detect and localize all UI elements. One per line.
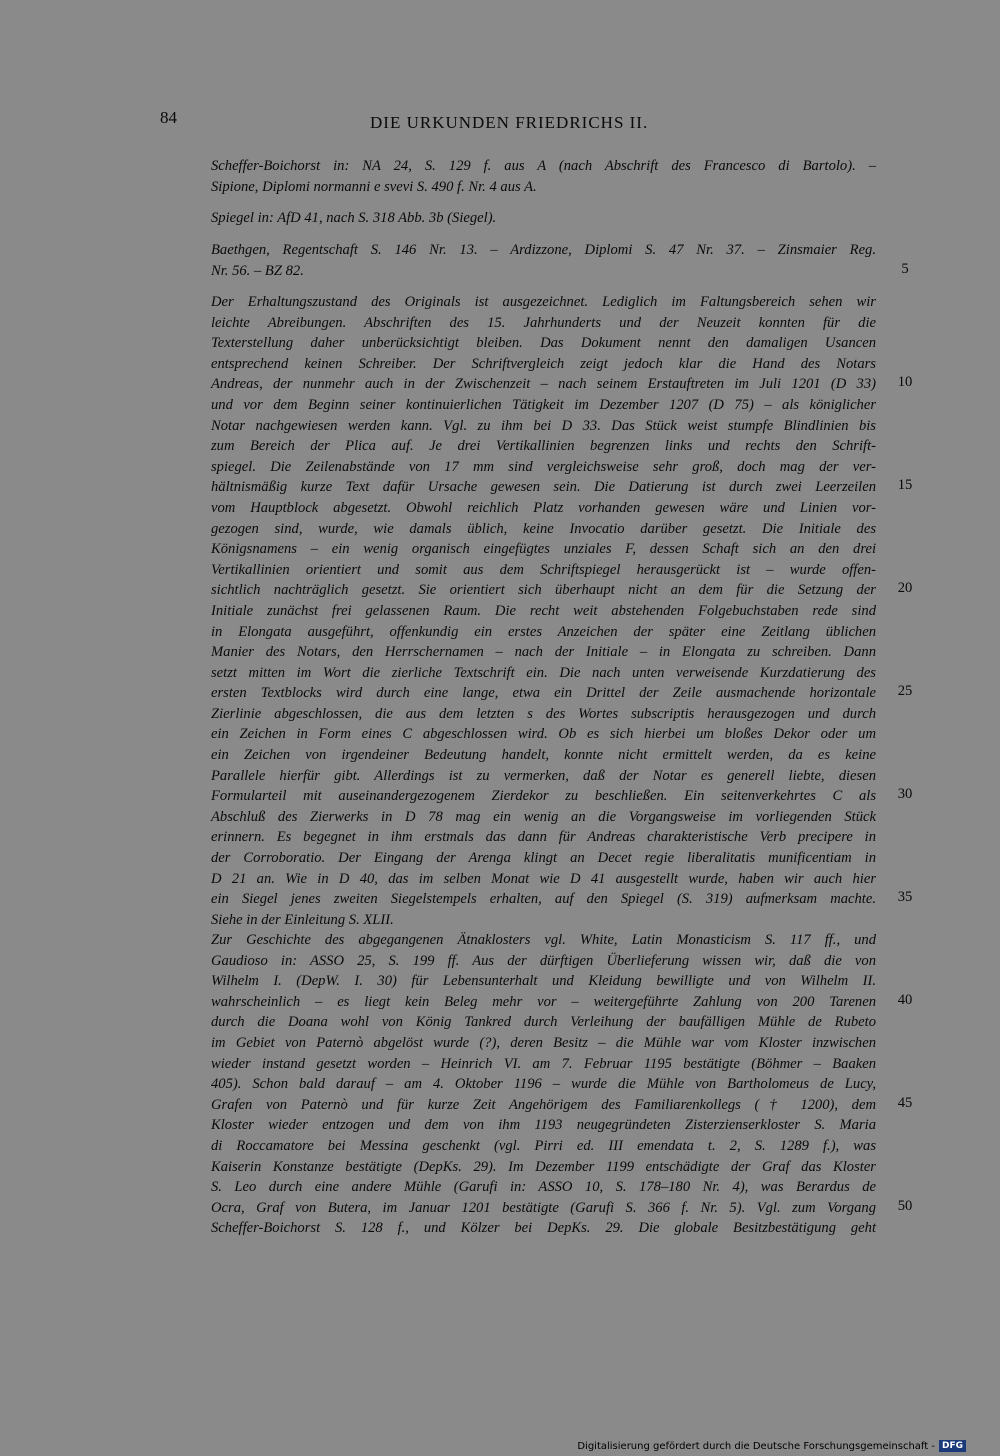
text-line: Notar nachgewiesen werden kann. Vgl. zu ihm bei D 33. Das Stück weist stumpfe Blindlinien bis <box>211 417 876 434</box>
text-line: Spiegel in: AfD 41, nach S. 318 Abb. 3b (Siegel). <box>211 210 497 226</box>
line-number: 15 <box>897 477 913 493</box>
text-line: Scheffer-Boichorst in: NA 24, S. 129 f. aus A (nach Abschrift des Francesco di Bartolo). – <box>211 158 876 174</box>
text-line: gezogen sind, wurde, wie damals üblich, keine Invocatio darüber gesetzt. Die Initiale des <box>211 520 876 537</box>
text-line: D 21 an. Wie in D 40, das im selben Monat wie D 41 ausgestellt wurde, haben wir auch hier <box>211 870 876 887</box>
text-line: Manier des Notars, den Herrschernamen – nach der Initiale – in Elongata zu schreiben. Dann <box>211 644 876 661</box>
bibliography-facsimile <box>211 208 876 229</box>
text-line: Kaiserin Konstanze bestätigte (DepKs. 29). Im Dezember 1199 entschädigte der Graf das Kloster <box>211 1158 876 1175</box>
text-line: Der Erhaltungszustand des Originals ist ausgezeichnet. Lediglich im Faltungsbereich sehen wir <box>211 294 876 310</box>
text-line: Sipione, Diplomi normanni e svevi S. 490 f. Nr. 4 aus A. <box>211 178 537 195</box>
text-line: in Elongata ausgeführt, offenkundig ein erstes Anzeichen der später eine Zeitlang üblichen <box>211 623 876 640</box>
line-number: 20 <box>897 580 913 596</box>
text-line: Wilhelm I. (DepW. I. 30) für Lebensunterhalt und Kleidung bewilligte und von Wilhelm II. <box>211 973 876 990</box>
running-head: DIE URKUNDEN FRIEDRICHS II. <box>370 113 649 132</box>
bibliography-editions <box>211 156 876 197</box>
text-line: entsprechend keinen Schreiber. Der Schriftvergleich zeigt jedoch klar die Hand des Notars <box>211 355 876 372</box>
text-line: vom Hauptblock abgesetzt. Obwohl reichlich Platz vorhanden gewesen wäre und Linien vor- <box>211 499 876 516</box>
line-number: 35 <box>897 889 913 905</box>
text-line: wahrscheinlich – es liegt kein Beleg mehr vor – weitergeführte Zahlung von 200 Tarenen <box>211 993 876 1010</box>
text-line: leichte Abreibungen. Abschriften des 15. Jahrhunderts und der Neuzeit konnten für die <box>211 314 876 331</box>
commentary-paragraph-1 <box>211 292 876 930</box>
text-line: Formularteil mit auseinandergezogenem Zierdekor zu beschließen. Ein seitenverkehrtes C als <box>211 788 876 805</box>
text-line: setzt mitten im Wort die zierliche Textschrift ein. Die nach unten verweisende Kurzdatierung des <box>211 664 876 681</box>
bibliography-regesta <box>211 240 876 281</box>
line-number: 30 <box>897 786 913 802</box>
text-line: zum Bereich der Plica auf. Je drei Vertikallinien begrenzen links und rechts den Schrift- <box>211 438 876 455</box>
text-line: erinnern. Es begegnet in ihm erstmals das dann für Andreas charakteristische Verb precipere in <box>211 829 876 846</box>
text-line: ein Zeichen in Form eines C abgeschlossen wird. Ob es sich hierbei um bloßes Dekor oder um <box>211 726 876 743</box>
line-number: 10 <box>897 374 913 390</box>
line-number: 50 <box>897 1198 913 1214</box>
footer-credit <box>577 1440 966 1452</box>
line-number: 25 <box>897 683 913 699</box>
line-number: 45 <box>897 1095 913 1111</box>
text-line: Baethgen, Regentschaft S. 146 Nr. 13. – Ardizzone, Diplomi S. 47 Nr. 37. – Zinsmaier Reg. <box>211 242 876 258</box>
text-line: Initiale zunächst frei gelassenen Raum. Die recht weit abstehenden Folgebuchstaben rede sind <box>211 602 876 619</box>
text-line: spiegel. Die Zeilenabstände von 17 mm sind vergleichsweise sehr groß, doch mag der ver- <box>211 458 876 475</box>
page-number: 84 <box>160 108 177 127</box>
text-line: der Corroboratio. Der Eingang der Arenga klingt an Decet regie liberalitatis munificentiam in <box>211 850 876 867</box>
text-line: ein Siegel jenes zweiten Siegelstempels erhalten, auf den Spiegel (S. 319) aufmerksam machte. <box>211 891 876 908</box>
text-line: wieder instand gesetzt worden – Heinrich VI. am 7. Februar 1195 bestätigte (Böhmer – Baaken <box>211 1055 876 1072</box>
text-line: und vor dem Beginn seiner kontinuierlichen Tätigkeit im Dezember 1207 (D 75) – als königlicher <box>211 396 876 413</box>
text-line: Grafen von Paternò und für kurze Zeit Angehörigem des Familiarenkollegs († 1200), dem <box>211 1096 876 1113</box>
text-line: ein Zeichen von irgendeiner Bedeutung handelt, konnte nicht ermittelt werden, da es keine <box>211 747 876 764</box>
text-line: Zur Geschichte des abgegangenen Ätnaklosters vgl. White, Latin Monasticism S. 117 ff., und <box>211 932 876 948</box>
text-line: S. Leo durch eine andere Mühle (Garufi in: ASSO 10, S. 178–180 Nr. 4), was Berardus de <box>211 1179 876 1196</box>
footer-credit-text: Digitalisierung gefördert durch die Deutsche Forschungsgemeinschaft - <box>577 1440 935 1452</box>
text-line: di Roccamatore bei Messina geschenkt (vgl. Pirri ed. III emendata t. 2, S. 1289 f.), was <box>211 1137 876 1154</box>
text-line: Andreas, der nunmehr auch in der Zwischenzeit – nach seinem Erstauftreten im Juli 1201 (D 33) <box>211 376 876 393</box>
text-line: Texterstellung daher unberücksichtigt bleiben. Das Dokument nennt den damaligen Usancen <box>211 335 876 352</box>
text-line: Nr. 56. – BZ 82. <box>211 262 304 279</box>
line-number: 5 <box>901 261 909 277</box>
text-line: Zierlinie abgeschlossen, die aus dem letzten s des Wortes subscriptis herausgezogen und durch <box>211 705 876 722</box>
text-line: 405). Schon bald darauf – am 4. Oktober 1196 – wurde die Mühle von Bartholomeus de Lucy, <box>211 1076 876 1093</box>
text-line: ersten Textblocks wird durch eine lange, etwa ein Drittel der Zeile ausmachende horizontale <box>211 685 876 702</box>
text-line: Vertikallinien orientiert und somit aus dem Schriftspiegel herausgerückt ist – wurde offen- <box>211 561 876 578</box>
text-line: Abschluß des Zierwerks in D 78 mag ein wenig an die Vorgangsweise im vorliegenden Stück <box>211 808 876 825</box>
dfg-logo: DFG <box>939 1440 966 1452</box>
text-line: hältnismäßig kurze Text dafür Ursache gewesen sein. Die Datierung ist durch zwei Leerzeilen <box>211 479 876 496</box>
text-line: Kloster wieder entzogen und dem von ihm 1193 neugegründeten Zisterzienserkloster S. Maria <box>211 1117 876 1134</box>
text-line: Parallele hierfür gibt. Allerdings ist zu vermerken, daß der Notar es generell liebte, diesen <box>211 767 876 784</box>
text-line: sichtlich nachträglich gesetzt. Sie orientiert sich überhaupt nicht an dem für die Setzung der <box>211 582 876 599</box>
text-line: Scheffer-Boichorst S. 128 f., und Kölzer bei DepKs. 29. Die globale Besitzbestätigung geht <box>211 1220 876 1237</box>
text-line: Ocra, Graf von Butera, im Januar 1201 bestätigte (Garufi S. 366 f. Nr. 5). Vgl. zum Vorgang <box>211 1199 876 1216</box>
commentary-paragraph-2 <box>211 930 876 1239</box>
text-line: Königsnamens – ein wenig organisch eingefügtes unziales F, dessen Schaft sich an den drei <box>211 541 876 558</box>
text-line: durch die Doana wohl von König Tankred durch Verleihung der baufälligen Mühle de Rubeto <box>211 1014 876 1031</box>
text-line: im Gebiet von Paternò abgelöst wurde (?), deren Besitz – die Mühle war vom Kloster inzwischen <box>211 1034 876 1051</box>
line-number: 40 <box>897 992 913 1008</box>
text-line: Gaudioso in: ASSO 25, S. 199 ff. Aus der dürftigen Überlieferung wissen wir, daß die von <box>211 952 876 969</box>
text-line: Siehe in der Einleitung S. XLII. <box>211 911 394 928</box>
